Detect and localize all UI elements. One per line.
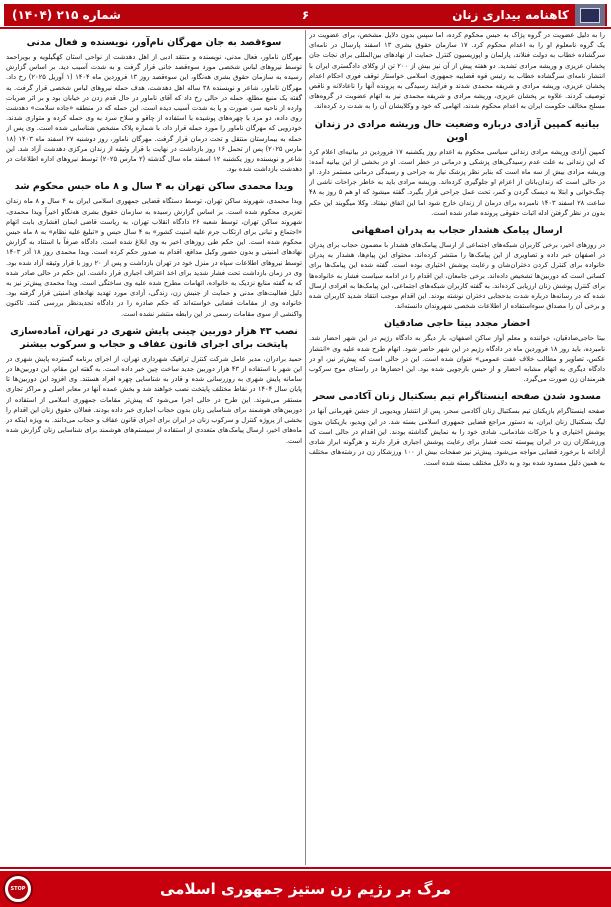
column-divider [305, 30, 306, 865]
right-column [309, 30, 605, 865]
left-column [6, 30, 302, 865]
article-paragraph: را به دلیل عضویت در گروه پژاک به حبس محکوم کرده، اما سپس بدون دلایل مشخص، برای عضویت در یک گروه نامعلوم او را به اعدام محکوم کرد. ۱۷ سازمان حقوق بشری ۱۳ اسفند پارسال در نامه‌ای سرگشاده خطاب به دولت فنلاند، پارلمان و اپوزیسیون کنترل حمایت از نهادهای بین‌المللی برای نجات جان پخشان عزیزی و وریشه مرادی تشدید. دو هفته پیش از آن نیز بیش از ۲۰۰ تن از وکلای دادگستری ایران با انتشار نامه‌ای سرگشاده خطاب به رئیس قوه قضاییه جمهوری اسلامی خواستار توقف فوری احکام اعدام پخشان عزیزی، وریشه مرادی و شریفه محمدی شدند و فرایند رسیدگی به پرونده آنها را ناعادلانه و ناقص توصیف کردند. علاوه بر پخشان عزیزی، وریشه مرادی و شریفه محمدی نیز به اتهام عضویت در گروه‌های مسلح مخالف حکومت ایران به اعدام محکوم شدند، اتهامی که خود و وکلایشان آن را به شدت رد کرده‌اند. [309, 31, 605, 111]
article-paragraph: ویدا محمدی، شهروند ساکن تهران، توسط دستگاه قضایی جمهوری اسلامی ایران به ۴ سال و ۸ ماه زندان تعزیری محکوم شده است. بر اساس گزارش رسیده به سازمان حقوق بشری هه‌نگاو اخیراً ویدا محمدی، شهروند ساکن تهران، توسط شعبه ۲۶ دادگاه انقلاب تهران، به ریاست قاضی ایمان افشاری بابت اتهام «اجتماع و تبانی برای ارتکاب جرم علیه امنیت کشور» به ۴ سال حبس و «تبلیغ علیه نظام» به ۸ ماه حبس محکوم شده است. این حکم طی روزهای اخیر به وی ابلاغ شده است. دادگاه صرفاً با استناد به گزارش نهادهای امنیتی و بدون حضور وکیل مدافع، اقدام به صدور حکم کرده است. ویدا محمدی روز ۱۸ آذر ۱۴۰۳ توسط نیروهای اطلاعات سپاه در منزل خود در تهران بازداشت و پس از ۲۰ روز با قرار وثیقه آزاد شده بود. وی در زمان بازداشت تحت فشار شدید برای اخذ اعتراف اجباری قرار داشت. این حکم در حالی صادر شده که به گفته منابع نزدیک به خانواده، اتهامات مطرح شده علیه وی ساختگی است. ویدا محمدی پیش‌تر نیز به دلیل فعالیت‌های مدنی و حمایت از جنبش زن، زندگی، آزادی مورد تهدید نهادهای امنیتی قرار گرفته بود. خانواده وی از مقامات قضایی خواسته‌اند که حکم صادره را در دادگاه تجدیدنظر بررسی کنند. تاکنون واکنشی از سوی مقامات رسمی در این رابطه منتشر نشده است. [6, 197, 302, 318]
article-headline: سوءقصد به جان مهرگان نام‌آور، نویسنده و فعال مدنی [26, 37, 282, 48]
footer-slogan: مرگ بر رژیم زن ستیز جمهوری اسلامی [160, 880, 452, 898]
article-headline: ویدا محمدی ساکن تهران به ۴ سال و ۸ ماه حبس محکوم شد [14, 181, 294, 193]
article-paragraph: مهرگان ناماور، فعال مدنی، نویسنده و منتقد ادبی از اهل دهدشت از نواحی استان کهگیلویه و بویراحمد توسط نیروهای لباس شخصی مورد سوءقصد جانی قرار گرفت و به شدت آسیب دید. بر اساس گزارش رسیده به سازمان حقوق بشری هه‌نگاو، این سوءقصد روز ۱۳ فروردین ماه ۱۴۰۴ (۱ آوریل ۲۰۲۵) رخ داد. مهرگان ناماور، شاعر و نویسنده ۳۸ ساله اهل دهدشت، هدف حمله نیروهای لباس شخصی قرار گرفت. به گفته یک منبع مطلع، حمله در حالی رخ داد که آقای ناماور در حال قدم زدن در خیابان بود و بر اثر ضربات وارده از ناحیه سر، صورت و پا به شدت آسیب دیده است. این حمله که در منطقه «جاده سلامت» دهدشت روی داده، دو مرد با چهره‌های پوشیده با استفاده از چاقو و سلاح سرد به وی حمله کرده و متواری شدند. خودرویی که مهرگان ناماور را مورد حمله قرار داد، با شماره پلاک مشخص شناسایی شده است. وی پس از حمله به بیمارستان منتقل و تحت درمان قرار گرفت. مهرگان ناماور، روز دوشنبه ۲۷ اسفند ماه ۱۴۰۳ (۱۸ مارس ۲۰۲۵) پس از تحمل ۱۶ روز بازداشت در نهایت با قرار وثیقه از زندان مرکزی دهدشت آزاد شد. این شاعر و نویسنده روز یکشنبه ۱۲ اسفند ماه سال گذشته (۲ مارس ۲۰۲۵) توسط نیروهای اداره اطلاعات در دهدشت بازداشت شده بود. [6, 53, 302, 174]
article-paragraph: بیتا حاجی‌صادقیان، خواننده و معلم آواز ساکن اصفهان، بار دیگر به دادگاه رژیم در این شهر احضار شد. نامبرده، باید روز ۱۸ فروردین ماه در دادگاه رژیم در این شهر حاضر شود. اتهام طرح شده علیه وی «انتشار عکس، تصاویر و مطالب خلاف عفت عمومی» عنوان شده است. این در حالی است که پیش‌تر نیز، او در دادگاه دیگری به اتهام مشابه احضار و از حبس بازجویی شده بود. این احضارها در راستای موج سرکوب هنرمندان زن صورت می‌گیرد. [309, 334, 605, 384]
article-paragraph: صفحه اینستاگرام بازیکنان تیم بسکتبال زنان آکادمی سحر، پس از انتشار ویدیویی از جشن قهرمانی آنها در لیگ بسکتبال زنان ایران، به دستور مراجع قضایی جمهوری اسلامی بسته شد. در این ویدیو، بازیکنان بدون پوشش اختیاری و با حرکات شادمانی، شادی خود را به نمایش گذاشته بودند. این اقدام در حالی است که ورزشکاران زن در ایران پیوسته تحت فشار برای رعایت پوشش اجباری قرار دارند و هرگونه ابراز شادی آزادانه با برخورد قضایی مواجه می‌شود. پیش‌تر نیز صفحات بیش از ۱۰۰ ورزشکار زن در رشته‌های مختلف به همین دلیل مسدود شده بود و به دلایل مختلف بسته شده است. [309, 407, 605, 467]
page-number: ۶ [301, 8, 310, 22]
article-headline: ارسال پیامک هشدار حجاب به پدران اصفهانی [351, 225, 563, 237]
article-paragraph: کمپین آزادی وریشه مرادی زندانی سیاسی محکوم به اعدام روز یکشنبه ۱۷ فروردین در بیانیه‌ای اعلام کرد که این زندانی به علت عدم رسیدگی‌های پزشکی و درمانی در خطر است. او در بخشی از این بیانیه آمده: وریشه مرادی بیش از سه ماه است که بنابر نظر پزشک نیاز به جراحی و رسیدگی درمانی مستمر دارد. او در حالی است که زندان‌بانان از اعزام او جلوگیری کرده‌اند. وریشه مرادی باید به خاطر جراحات ناشی از چنگ‌خوانی و ابتلا به دیسک گردن و کمر، تحت عمل جراحی قرار بگیرد. گفته میشود که او هم ۵ روز به ۴۸ ساعت ۲۸ اسفند ۱۴۰۳ نامبرده برای درمان از زندان خارج شود اما این اتفاق نیفتاد. وکلا میگویند این حکم بدون در نظر گرفتن ادله اثبات حقوقی پرونده صادر شده است. [309, 147, 605, 217]
stop-badge: STOP [8, 879, 28, 899]
article-headline: بیانیه کمپین آزادی درباره وضعیت حال وریشه مرادی در زندان اوین [314, 118, 600, 143]
header-rule [0, 27, 611, 29]
stop-sign-icon [3, 874, 33, 904]
article-paragraph: در روزهای اخیر، برخی کاربران شبکه‌های اجتماعی از ارسال پیامک‌های هشدار با مضمون حجاب برای پدران در اصفهان خبر داده و تصاویری از این پیامک‌ها را منتشر کرده‌اند. محتوای این پیام‌ها، هشدار به پدران خانواده برای کنترل کردن دختران‌شان و رعایت پوشش اختیاری بوده است. گفته شده این پیامک‌ها برای کسانی است که دوربین‌ها تشخیص داده‌اند. برخی جامعان، این اقدام را در ادامه سیاست فشار به خانواده‌ها برای کنترل پوشش زنان ارزیابی کرده‌اند. به گفته کاربران شبکه‌های اجتماعی، این پیامک‌ها به افرادی ارسال شده که در رسانه‌ها درباره شدت بدحجابی دختران نوشته بودند. این اقدام موجب انتقاد شدید کاربران شده و برخی آن را مصداق سوءاستفاده از اطلاعات شخصی شهروندان دانسته‌اند. [309, 241, 605, 311]
article-paragraph: حمید برادران، مدیر عامل شرکت کنترل ترافیک شهرداری تهران، از اجرای برنامه گسترده پایش شهری در این شهر با استفاده از ۴۳ هزار دوربین جدید ساخت چین خبر داده است. به گفته این مقام، این دوربین‌ها در سامانه پایش شهری به روزرسانی شده و قادر به شناسایی چهره افراد هستند. وی افزود این دوربین‌ها تا پایان سال ۱۴۰۴ در نقاط مختلف پایتخت نصب خواهند شد و بخش عمده آنها در معابر اصلی و مراکز تجاری مستقر می‌شوند. این طرح در حالی اجرا می‌شود که پیش‌تر مقامات جمهوری اسلامی از استفاده از دوربین‌های هوشمند برای شناسایی زنان بدون حجاب اجباری خبر داده بودند. فعالان حقوق زنان این اقدام را بخشی از پروژه کنترل و سرکوب زنان در ایران برای اجرای قانون عفاف و حجاب می‌دانند. به ویژه اینکه در ماه‌های اخیر، ارسال پیامک‌های متعددی از استفاده از سیستم‌های هوشمند برای شناسایی زنان گزارش شده است. [6, 354, 302, 445]
footer-rule [0, 867, 611, 869]
article-headline: مسدود شدن صفحه اینستاگرام تیم بسکتبال زنان آکادمی سحر [312, 391, 602, 403]
article-headline: نصب ۴۳ هزار دوربین چینی پایش شهری در تهران، آماده‌سازی پایتخت برای اجرای قانون عفاف و حجاب و سرکوب بیشتر [10, 325, 298, 350]
issue-number: شماره ۲۱۵ (۱۴۰۴) [12, 8, 121, 22]
newsletter-logo [575, 4, 605, 26]
flag-icon [580, 8, 600, 23]
newsletter-title: کاهنامه بیداری زنان [452, 8, 569, 22]
article-headline: احضار مجدد بیتا حاجی صادقیان [384, 318, 530, 330]
masthead [4, 4, 607, 26]
footer-banner [0, 871, 611, 907]
